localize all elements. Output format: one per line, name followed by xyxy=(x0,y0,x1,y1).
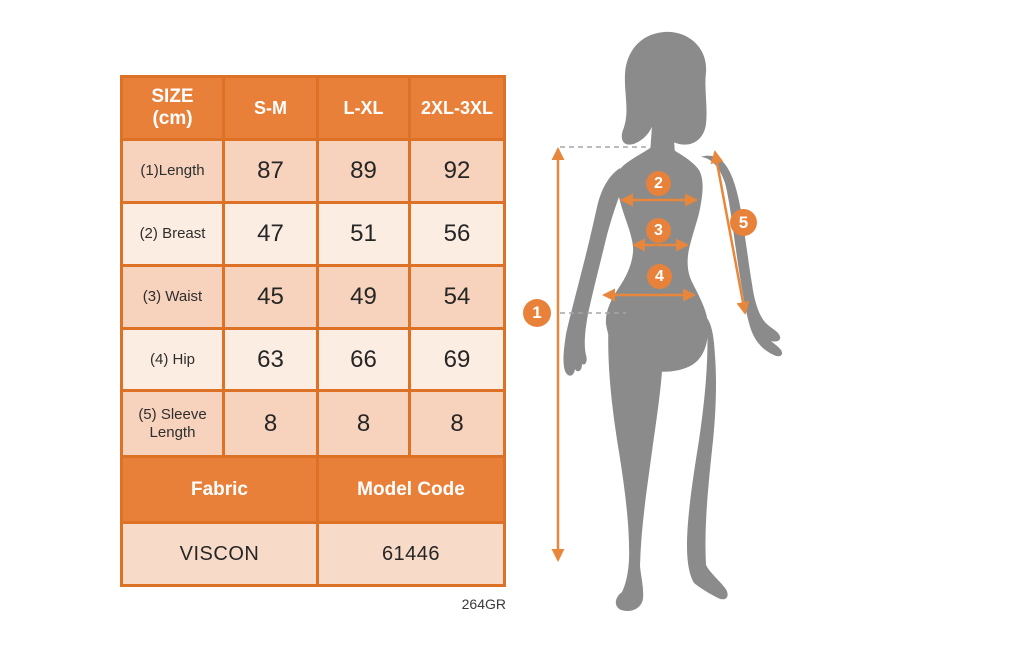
sleeve-2xl3xl-value: 8 xyxy=(411,392,503,455)
waist-2xl3xl-value: 54 xyxy=(411,267,503,327)
measurement-diagram xyxy=(520,20,820,635)
hip-sm-value: 63 xyxy=(225,330,316,389)
hip-lxl-value: 66 xyxy=(319,330,408,389)
length-sm-value: 87 xyxy=(225,141,316,201)
row-label-hip: (4) Hip xyxy=(123,330,222,389)
silhouette-left-leg xyxy=(608,318,663,611)
waist-lxl-value: 49 xyxy=(319,267,408,327)
silhouette-right-arm xyxy=(701,156,782,357)
fabric-header: Fabric xyxy=(123,458,316,521)
weight-note: 264GR xyxy=(461,596,506,612)
fabric-value: VISCON xyxy=(123,524,316,584)
breast-lxl-value: 51 xyxy=(319,204,408,264)
body-silhouette xyxy=(563,32,782,611)
marker-3-waist: 3 xyxy=(646,218,671,243)
column-header-lxl: L-XL xyxy=(319,78,408,138)
sleeve-lxl-value: 8 xyxy=(319,392,408,455)
sleeve-sm-value: 8 xyxy=(225,392,316,455)
length-lxl-value: 89 xyxy=(319,141,408,201)
hip-2xl3xl-value: 69 xyxy=(411,330,503,389)
length-2xl3xl-value: 92 xyxy=(411,141,503,201)
marker-1-length: 1 xyxy=(523,299,551,327)
waist-sm-value: 45 xyxy=(225,267,316,327)
marker-4-hip: 4 xyxy=(647,264,672,289)
column-header-2xl3xl: 2XL-3XL xyxy=(411,78,503,138)
size-unit-header xyxy=(123,78,222,138)
breast-2xl3xl-value: 56 xyxy=(411,204,503,264)
marker-5-sleeve: 5 xyxy=(730,209,757,236)
marker-2-breast: 2 xyxy=(646,171,671,196)
row-label-waist: (3) Waist xyxy=(123,267,222,327)
model-code-value: 61446 xyxy=(319,524,503,584)
row-label-length: (1)Length xyxy=(123,141,222,201)
model-code-header: Model Code xyxy=(319,458,503,521)
size-chart-table xyxy=(120,75,506,587)
breast-sm-value: 47 xyxy=(225,204,316,264)
column-header-sm: S-M xyxy=(225,78,316,138)
size-unit-header-text: SIZE (cm) xyxy=(151,86,194,129)
row-label-sleeve-length: (5) Sleeve Length xyxy=(123,392,222,455)
row-label-breast: (2) Breast xyxy=(123,204,222,264)
